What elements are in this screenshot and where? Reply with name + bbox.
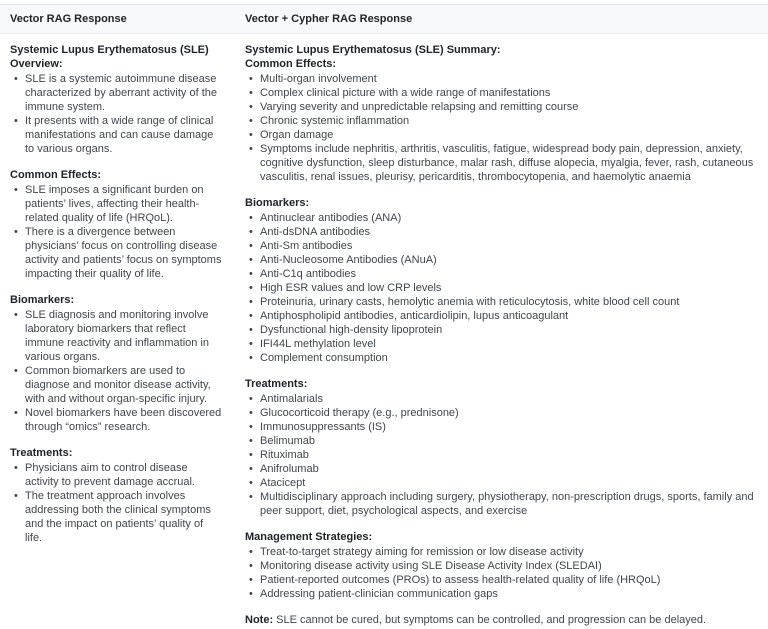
list-item: • Belimumab bbox=[245, 434, 756, 448]
section-heading: Common Effects: bbox=[10, 169, 102, 181]
section-heading: Systemic Lupus Erythematosus (SLE) Overview: bbox=[10, 44, 209, 70]
list-item: • Complement consumption bbox=[245, 351, 756, 365]
section-heading: Biomarkers: bbox=[10, 294, 75, 306]
section-treatments bbox=[10, 446, 223, 545]
bullet-list bbox=[10, 461, 223, 545]
section-heading: Treatments: bbox=[245, 378, 308, 390]
bullet-list bbox=[245, 545, 756, 601]
list-item: • IFI44L methylation level bbox=[245, 337, 756, 351]
list-item: • There is a divergence between physicians’ focus on controlling disease activity and patients’ focus on symptoms impacting their quality of life. bbox=[10, 225, 223, 281]
list-item: • Anti-Sm antibodies bbox=[245, 239, 756, 253]
list-item: • Multi-organ involvement bbox=[245, 72, 756, 86]
section-treatments bbox=[245, 377, 756, 518]
list-item: • SLE imposes a significant burden on patients’ lives, affecting their health-related quality of life (HRQoL). bbox=[10, 183, 223, 225]
section-heading: Common Effects: bbox=[245, 58, 337, 70]
list-item: • Organ damage bbox=[245, 128, 756, 142]
note-label: Note: bbox=[245, 614, 274, 626]
list-item: • Anti-Nucleosome Antibodies (ANuA) bbox=[245, 253, 756, 267]
list-item: • Dysfunctional high-density lipoprotein bbox=[245, 323, 756, 337]
list-item: • Chronic systemic inflammation bbox=[245, 114, 756, 128]
section-management-strategies bbox=[245, 530, 756, 601]
list-item: • High ESR values and low CRP levels bbox=[245, 281, 756, 295]
table-body-row bbox=[0, 34, 768, 629]
list-item: • Anti-C1q antibodies bbox=[245, 267, 756, 281]
list-item: • Atacicept bbox=[245, 476, 756, 490]
bullet-list bbox=[10, 72, 223, 156]
section-biomarkers bbox=[10, 293, 223, 434]
list-item: • Complex clinical picture with a wide range of manifestations bbox=[245, 86, 756, 100]
list-item: • Symptoms include nephritis, arthritis, vasculitis, fatigue, widespread body pain, depression, anxiety, cognitive dysfunction, sleep disturbance, malar rash, diffuse alopecia, myalgia, fever, rash, cutaneous vasculitis, renal issues, pleurisy, pericarditis, thrombocytopenia, and haemolytic anaemia bbox=[245, 142, 756, 184]
list-item: • Proteinuria, urinary casts, hemolytic anemia with reticulocytosis, white blood cell count bbox=[245, 295, 756, 309]
list-item: • Treat-to-target strategy aiming for remission or low disease activity bbox=[245, 545, 756, 559]
list-item: • Common biomarkers are used to diagnose and monitor disease activity, with and without organ-specific injury. bbox=[10, 364, 223, 406]
list-item: • Immunosuppressants (IS) bbox=[245, 420, 756, 434]
list-item: • Anifrolumab bbox=[245, 462, 756, 476]
comparison-table bbox=[0, 4, 768, 629]
section-common-effects bbox=[245, 57, 756, 184]
column-header-vector-cypher-rag: Vector + Cypher RAG Response bbox=[245, 13, 413, 25]
note-text: SLE cannot be cured, but symptoms can be controlled, and progression can be delayed. bbox=[273, 614, 707, 626]
list-item: • Antiphospholipid antibodies, anticardiolipin, lupus anticoagulant bbox=[245, 309, 756, 323]
bullet-list bbox=[245, 211, 756, 365]
list-item: • The treatment approach involves addressing both the clinical symptoms and the impact on patients’ quality of life. bbox=[10, 489, 223, 545]
list-item: • Monitoring disease activity using SLE Disease Activity Index (SLEDAI) bbox=[245, 559, 756, 573]
section-heading: Management Strategies: bbox=[245, 531, 373, 543]
bullet-list bbox=[10, 183, 223, 281]
table-header-row bbox=[0, 5, 768, 34]
section-common-effects bbox=[10, 168, 223, 281]
column-header-vector-rag: Vector RAG Response bbox=[10, 13, 127, 25]
section-heading: Treatments: bbox=[10, 447, 73, 459]
list-item: • SLE is a systemic autoimmune disease characterized by aberrant activity of the immune system. bbox=[10, 72, 223, 114]
section-biomarkers bbox=[245, 196, 756, 365]
list-item: • Novel biomarkers have been discovered through “omics” research. bbox=[10, 406, 223, 434]
list-item: • Physicians aim to control disease activity to prevent damage accrual. bbox=[10, 461, 223, 489]
list-item: • Anti-dsDNA antibodies bbox=[245, 225, 756, 239]
summary-title: Systemic Lupus Erythematosus (SLE) Summary: bbox=[245, 44, 501, 56]
section-heading: Biomarkers: bbox=[245, 197, 310, 209]
bullet-list bbox=[245, 72, 756, 184]
list-item: • Antimalarials bbox=[245, 392, 756, 406]
list-item: • SLE diagnosis and monitoring involve laboratory biomarkers that reflect immune reactivity and inflammation in various organs. bbox=[10, 308, 223, 364]
list-item: • Multidisciplinary approach including surgery, physiotherapy, non-prescription drugs, sports, family and peer support, diet, psychological aspects, and exercise bbox=[245, 490, 756, 518]
vector-rag-response-cell bbox=[0, 34, 237, 555]
list-item: • Varying severity and unpredictable relapsing and remitting course bbox=[245, 100, 756, 114]
section-sle-overview bbox=[10, 43, 223, 156]
bullet-list bbox=[10, 308, 223, 434]
note bbox=[245, 613, 756, 627]
list-item: • Rituximab bbox=[245, 448, 756, 462]
vector-cypher-rag-response-cell bbox=[237, 34, 768, 629]
list-item: • Glucocorticoid therapy (e.g., prednisone) bbox=[245, 406, 756, 420]
list-item: • It presents with a wide range of clinical manifestations and can cause damage to various organs. bbox=[10, 114, 223, 156]
list-item: • Antinuclear antibodies (ANA) bbox=[245, 211, 756, 225]
list-item: • Patient-reported outcomes (PROs) to assess health-related quality of life (HRQoL) bbox=[245, 573, 756, 587]
list-item: • Addressing patient-clinician communication gaps bbox=[245, 587, 756, 601]
bullet-list bbox=[245, 392, 756, 518]
